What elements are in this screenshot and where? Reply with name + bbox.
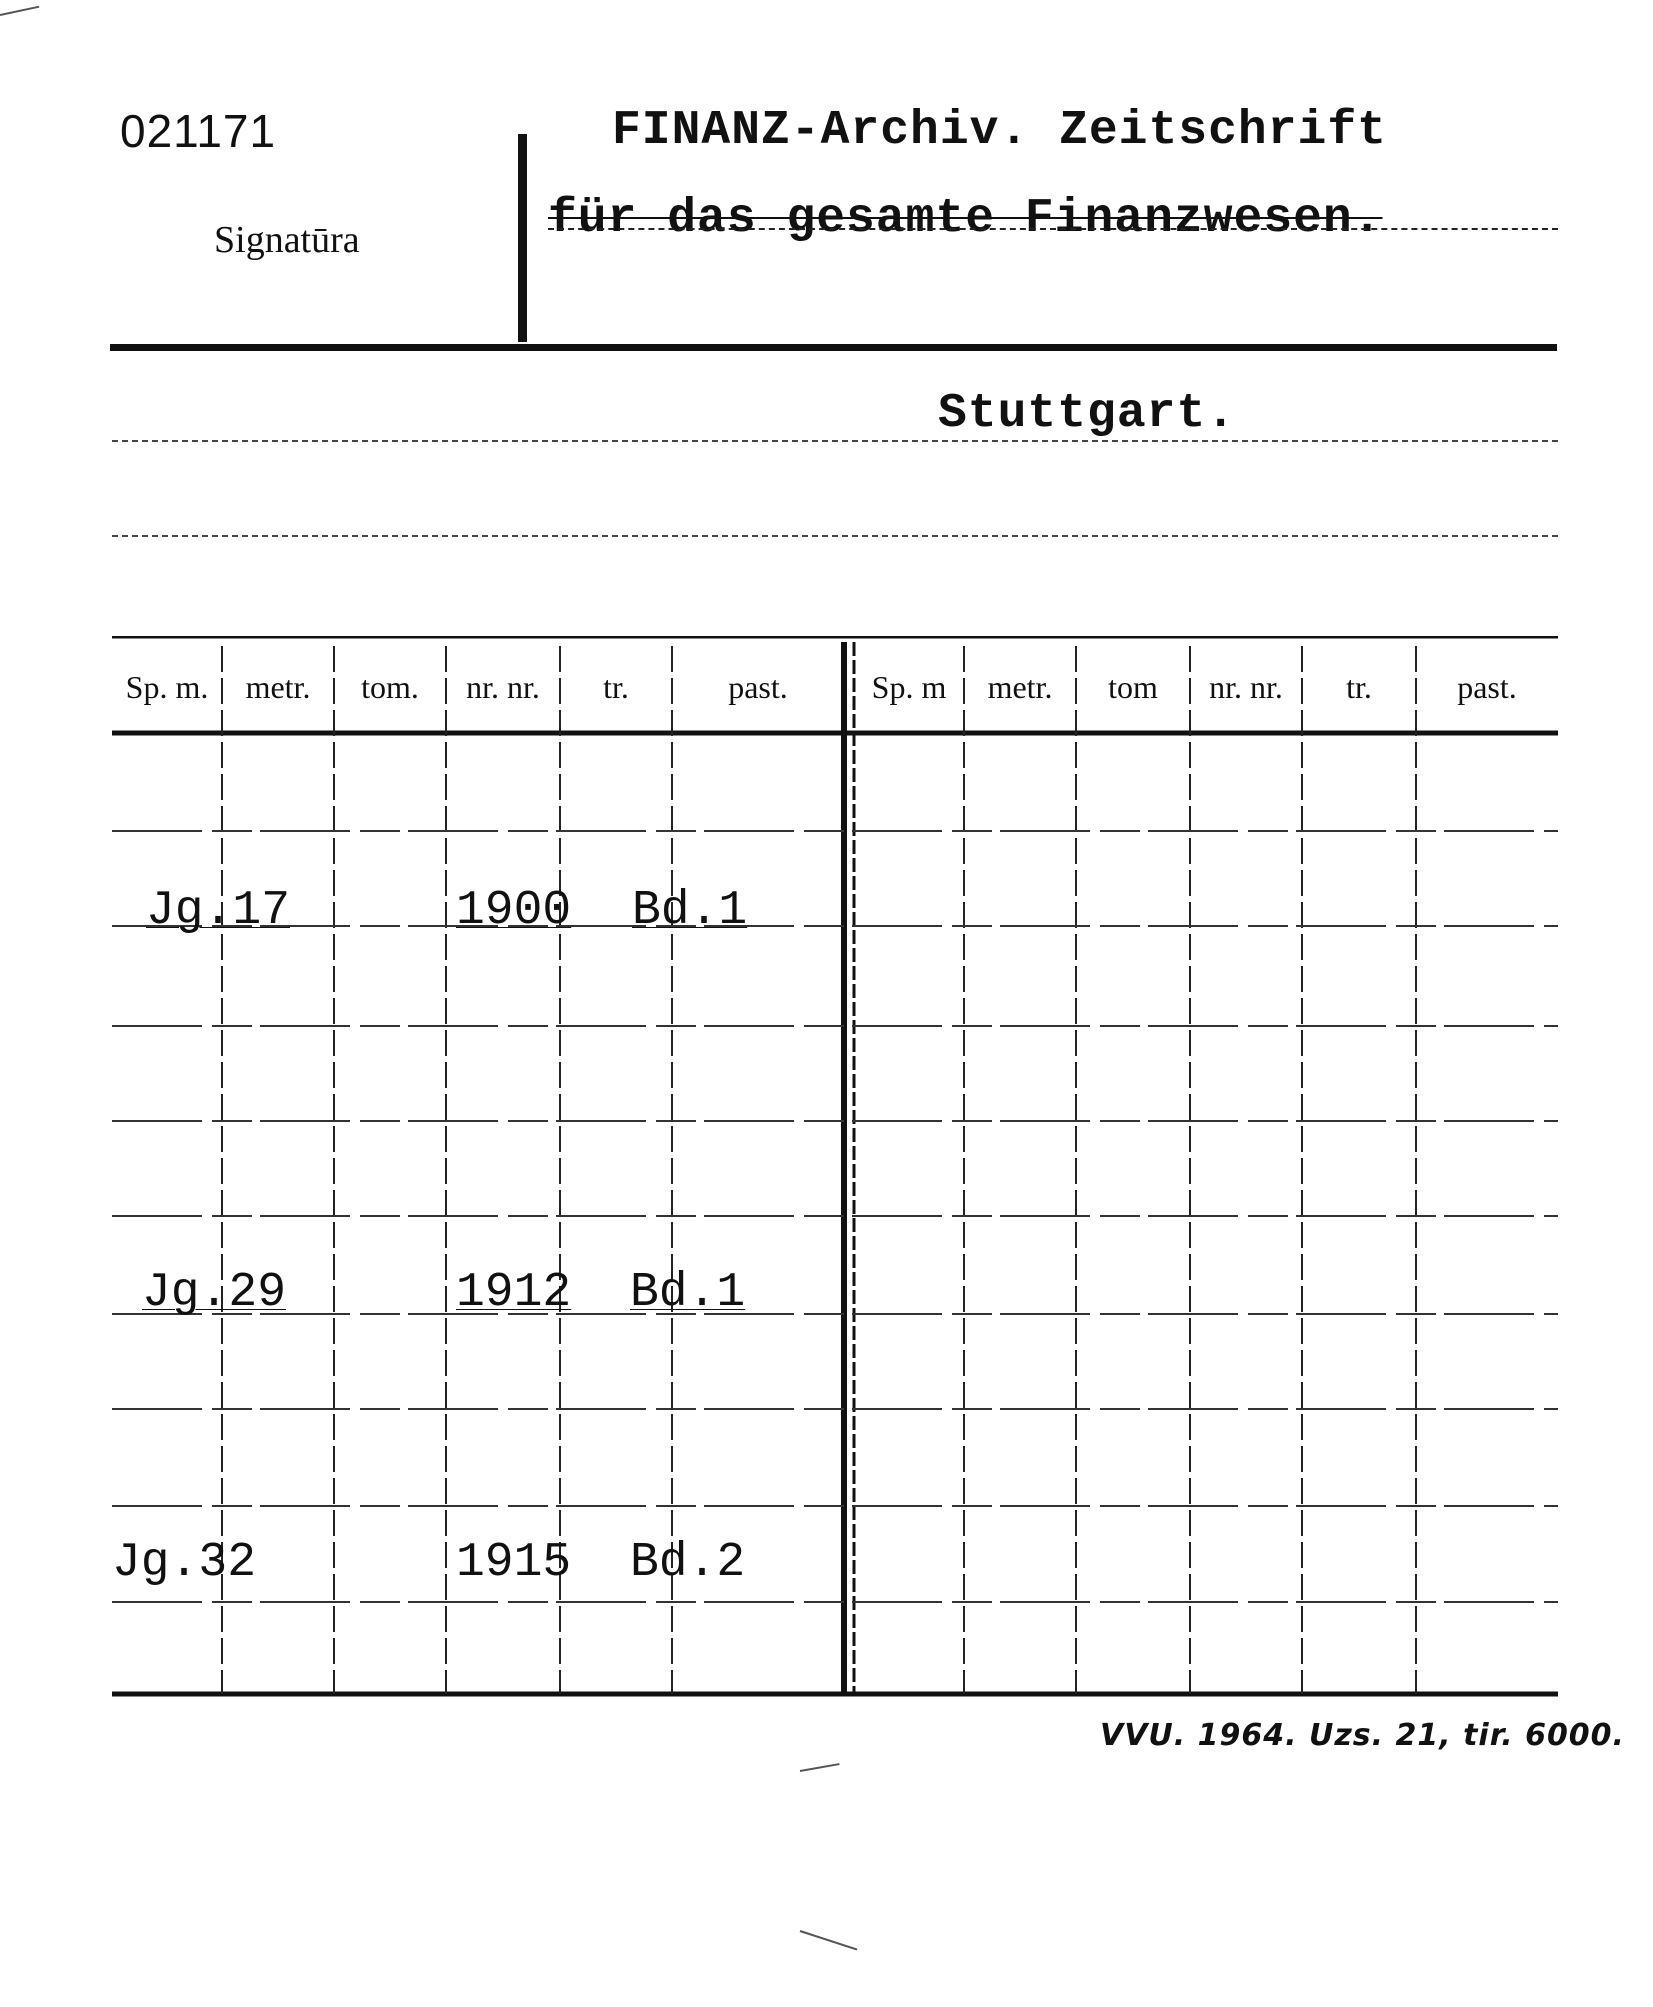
- column-header-past-right: past.: [1457, 669, 1517, 705]
- column-header-metr-right: metr.: [987, 669, 1053, 705]
- entry-year: 1915: [456, 1536, 572, 1590]
- title-underline: [548, 228, 1558, 230]
- entry-year: 1900: [456, 884, 572, 938]
- column-header-sp-m: Sp. m.: [125, 669, 209, 705]
- blank-line: [112, 440, 1558, 442]
- entry-volume: Jg.29: [142, 1266, 287, 1320]
- entry-year: 1912: [456, 1266, 572, 1320]
- blank-line: [112, 535, 1558, 537]
- column-header-tr: tr.: [603, 669, 629, 705]
- publication-place: Stuttgart.: [938, 387, 1237, 441]
- column-header-tom: tom.: [361, 669, 419, 705]
- scan-mark: [800, 1930, 858, 1950]
- title-line-1: FINANZ-Archiv. Zeitschrift: [612, 104, 1387, 158]
- entry-volume: Jg.32: [112, 1536, 257, 1590]
- header-vertical-divider: [518, 134, 527, 342]
- entry-volume: Jg.17: [146, 884, 291, 938]
- card-number: 021171: [120, 105, 277, 157]
- column-header-metr: metr.: [245, 669, 311, 705]
- column-header-nr-nr-right: nr. nr.: [1209, 669, 1283, 705]
- entry-band: Bd.2: [630, 1536, 746, 1590]
- entry-band: Bd.1: [630, 1266, 746, 1320]
- entry-band: Bd.1: [632, 884, 748, 938]
- column-header-past: past.: [728, 669, 788, 705]
- column-header-sp-m-right: Sp. m: [871, 669, 947, 705]
- signatura-label: Signatūra: [214, 219, 360, 261]
- header-rule: [110, 344, 1557, 351]
- scan-mark: [800, 1763, 840, 1772]
- ledger-grid: [112, 636, 1558, 1698]
- title-line-2: für das gesamte Finanzwesen.: [548, 192, 1383, 246]
- column-header-nr-nr: nr. nr.: [466, 669, 540, 705]
- column-header-tom-right: tom: [1108, 669, 1158, 705]
- holdings-ledger: [112, 636, 1558, 1698]
- printer-note: VVU. 1964. Uzs. 21, tir. 6000.: [1100, 1718, 1625, 1753]
- scan-mark: [0, 6, 39, 16]
- column-header-tr-right: tr.: [1346, 669, 1372, 705]
